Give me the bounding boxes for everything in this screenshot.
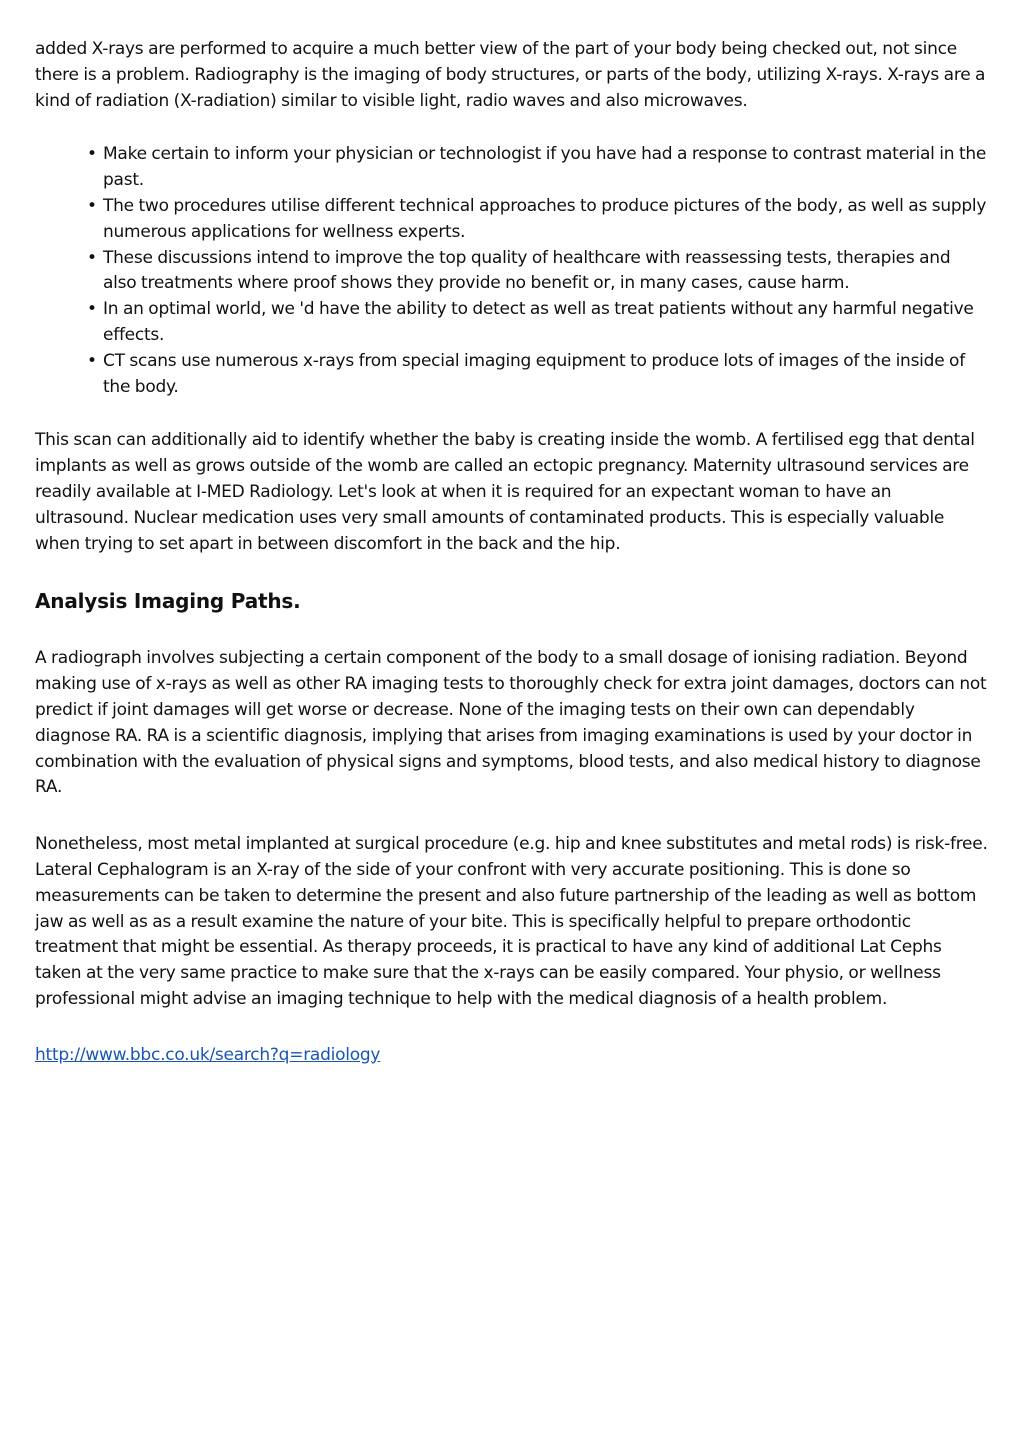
body-paragraph-ultrasound: This scan can additionally aid to identify whether the baby is creating inside the womb. A fertilised egg that dental implants as well as grows outside of the womb are called an ectopic pregnancy. Maternity ultrasound services are readily available at I-MED Radiology. Let's look at when it is required for an expectant woman to have an ultrasound. Nuclear medication uses very small amounts of contaminated products. This is especially valuable when trying to set apart in between discomfort in the back and the hip. <box>35 430 975 554</box>
bullet-icon: • <box>87 195 97 216</box>
list-item-text: Make certain to inform your physician or technologist if you have had a response to contrast material in the past. <box>103 144 987 191</box>
bullet-list <box>35 142 988 400</box>
bullet-icon: • <box>87 299 97 320</box>
list-item-text: CT scans use numerous x-rays from special imaging equipment to produce lots of images of the inside of the body. <box>103 350 965 397</box>
bullet-icon: • <box>87 144 97 165</box>
body-paragraph-radiograph: A radiograph involves subjecting a certain component of the body to a small dosage of ionising radiation. Beyond making use of x-rays as well as other RA imaging tests to thoroughly check for extra joint damages, doctors can not predict if joint damages will get worse or decrease. None of the imaging tests on their own can dependably diagnose RA. RA is a scientific diagnosis, implying that arises from imaging examinations is used by your doctor in combination with the evaluation of physical signs and symptoms, blood tests, and also medical history to diagnose RA. <box>35 648 987 798</box>
list-item-text: The two procedures utilise different technical approaches to produce pictures of the body, as well as supply numerous applications for wellness experts. <box>103 195 987 242</box>
list-item-text: In an optimal world, we 'd have the ability to detect as well as treat patients without any harmful negative effects. <box>103 299 974 345</box>
list-item <box>87 297 988 349</box>
document-page <box>35 37 988 1069</box>
reference-link[interactable]: http://www.bbc.co.uk/search?q=radiology <box>35 1044 381 1065</box>
intro-paragraph: added X-rays are performed to acquire a much better view of the part of your body being checked out, not since there is a problem. Radiography is the imaging of body structures, or parts of the body, utilizing X-rays. X-rays are a kind of radiation (X-radiation) similar to visible light, radio waves and also microwaves. <box>35 39 986 111</box>
list-item <box>87 246 988 298</box>
list-item-text: These discussions intend to improve the top quality of healthcare with reassessing tests, therapies and also treatments where proof shows they provide no benefit or, in many cases, cause harm. <box>103 247 951 294</box>
bullet-icon: • <box>87 247 97 268</box>
bullet-icon: • <box>87 350 97 371</box>
list-item <box>87 349 988 401</box>
list-item <box>87 142 988 194</box>
section-heading: Analysis Imaging Paths. <box>35 589 301 614</box>
body-paragraph-cephalogram: Nonetheless, most metal implanted at surgical procedure (e.g. hip and knee substitutes and metal rods) is risk-free. Lateral Cephalogram is an X-ray of the side of your confront with very accurate positioning. This is done so measurements can be taken to determine the present and also future partnership of the leading as well as bottom jaw as well as as a result examine the nature of your bite. This is specifically helpful to prepare orthodontic treatment that might be essential. As therapy proceeds, it is practical to have any kind of additional Lat Cephs taken at the very same practice to make sure that the x-rays can be easily compared. Your physio, or wellness professional might advise an imaging technique to help with the medical diagnosis of a health problem. <box>35 834 988 1009</box>
list-item <box>87 194 988 246</box>
